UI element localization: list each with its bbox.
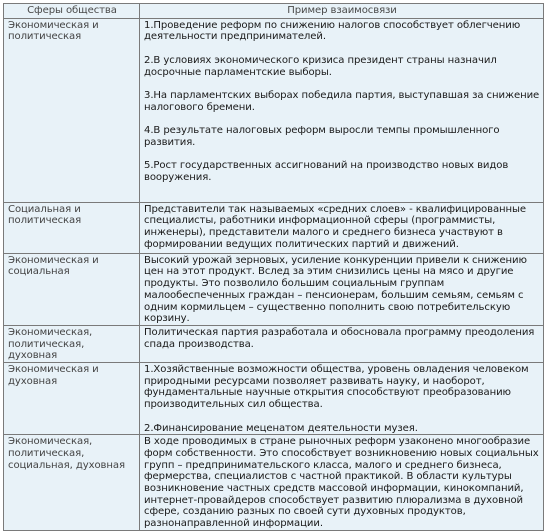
table-row [4, 435, 544, 531]
example-text: 2.В условиях экономического кризиса президент страны назначил досрочные парламентские выборы. [144, 54, 497, 78]
example-text: Представители так называемых «средних слоев» - квалифицированные специалисты, работники информационной сферы (программисты, инженеры), представители малого и среднего бизнеса участвуют в формировании ведущих политических партий и движений. [144, 203, 527, 250]
sphere-cell: Экономическая и духовная [4, 363, 140, 435]
table-row [4, 202, 544, 253]
example-text: В ходе проводимых в стране рыночных реформ узаконено многообразие форм собственности. Это способствует возникновению новых социальных групп – предпринимательского класса, малого и среднего бизнеса, фермерства, специалистов с частной практикой. В области культуры возникновение частных средств массовой информации, кинокомпаний, интернет-провайдеров способствует развитию плюрализма в духовной сфере, созданию разных по своей сути духовных продуктов, разнонаправленной информации. [144, 436, 539, 530]
example-cell [140, 363, 544, 435]
example-cell [140, 435, 544, 531]
example-text: 1.Хозяйственные возможности общества, уровень овладения человеком природными ресурсами позволяет развивать науку, и наоборот, фундаментальные научные открытия способствуют преобразованию производительных сил общества. [144, 364, 529, 411]
example-cell [140, 253, 544, 325]
example-text: 2.Финансирование меценатом деятельности музея. [144, 422, 418, 434]
example-cell [140, 18, 544, 202]
sphere-cell: Экономическая, политическая, духовная [4, 325, 140, 362]
table-row [4, 18, 544, 202]
example-text: 5.Рост государственных ассигнований на производство новых видов вооружения. [144, 160, 509, 183]
header-example: Пример взаимосвязи [140, 4, 544, 19]
table-header-row [4, 4, 544, 19]
sphere-cell: Экономическая, политическая, социальная, духовная [4, 435, 140, 531]
example-text: 1.Проведение реформ по снижению налогов способствует облегчению деятельности предпринимателей. [144, 19, 521, 43]
example-cell [140, 202, 544, 253]
table-row [4, 325, 544, 362]
example-cell [140, 325, 544, 362]
example-text: Высокий урожай зерновых, усиление конкуренции привели к снижению цен на этот продукт. Вслед за этим снизились цены на мясо и другие продукты. Это позволило большим социальным группам малообеспеченных граждан – пенсионерам, большим семьям, семьям с одним кормильцем – существенно пополнить свою потребительскую корзину. [144, 254, 527, 325]
sphere-cell: Социальная и политическая [4, 202, 140, 253]
table-row [4, 253, 544, 325]
spheres-relations-table [3, 3, 544, 531]
example-text: Политическая партия разработала и обосновала программу преодоления спада производства. [144, 326, 535, 350]
example-text: 3.На парламентских выборах победила партия, выступавшая за снижение налогового бремени. [144, 89, 540, 113]
header-sphere: Сферы общества [4, 4, 140, 19]
example-text: 4.В результате налоговых реформ выросли темпы промышленного развития. [144, 124, 500, 148]
sphere-cell: Экономическая и политическая [4, 18, 140, 202]
sphere-cell: Экономическая и социальная [4, 253, 140, 325]
table-body [4, 18, 544, 530]
table-row [4, 363, 544, 435]
